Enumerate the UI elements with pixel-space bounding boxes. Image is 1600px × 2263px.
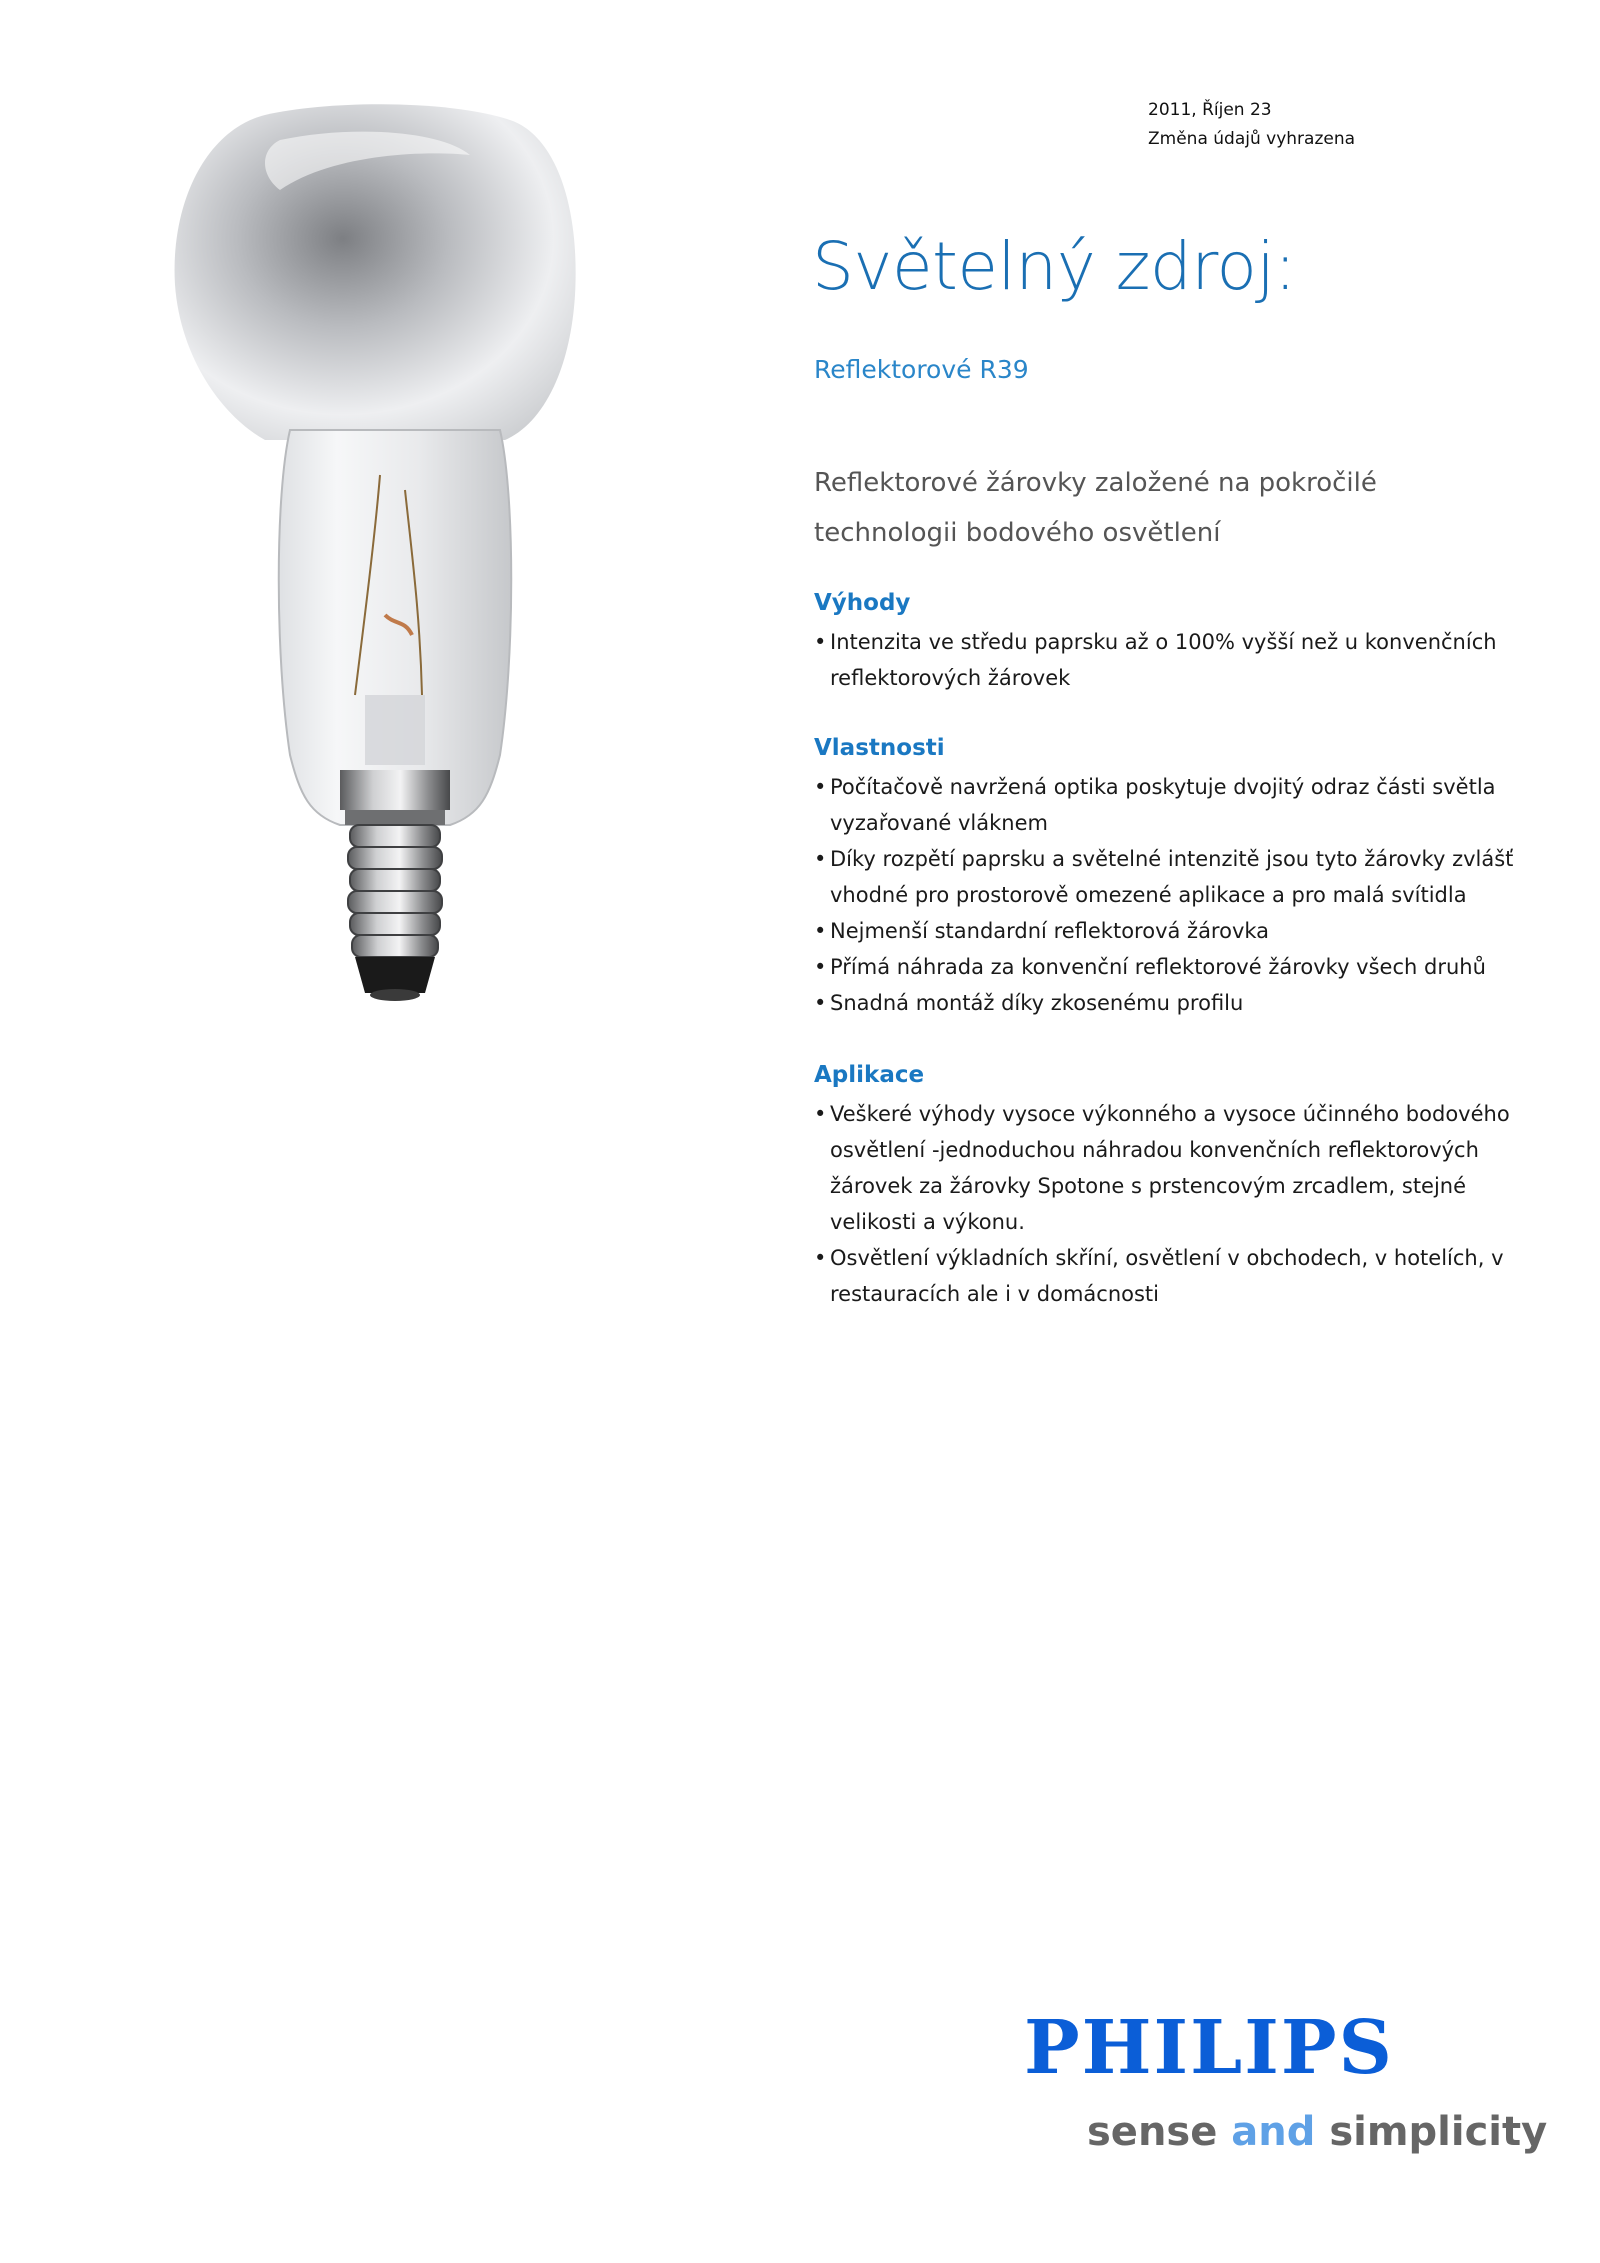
list-item: • Počítačově navržená optika poskytuje dvojitý odraz části světla vyzařované vláknem bbox=[814, 769, 1534, 841]
brand-wordmark: PHILIPS bbox=[1024, 2005, 1394, 2091]
page-title: Světelný zdroj: bbox=[812, 228, 1296, 305]
bullet-list bbox=[814, 624, 1534, 696]
section-vlastnosti bbox=[814, 731, 1534, 1021]
list-item: • Díky rozpětí paprsku a světelné intenzitě jsou tyto žárovky zvlášť vhodné pro prostorově omezené aplikace a pro malá svítidla bbox=[814, 841, 1534, 913]
tagline-accent: and bbox=[1231, 2109, 1316, 2155]
section-vyhody bbox=[814, 586, 1534, 696]
section-heading: Vlastnosti bbox=[814, 735, 945, 761]
bullet-list bbox=[814, 1096, 1534, 1312]
product-subtitle: Reflektorové R39 bbox=[814, 355, 1029, 384]
bullet-list bbox=[814, 769, 1534, 1021]
tagline-part: simplicity bbox=[1315, 2109, 1548, 2155]
reflector-bulb-image bbox=[150, 95, 590, 1085]
tagline-part: sense bbox=[1087, 2109, 1232, 2155]
section-aplikace bbox=[814, 1058, 1534, 1312]
list-item: • Osvětlení výkladních skříní, osvětlení v obchodech, v hotelích, v restauracích ale i v domácnosti bbox=[814, 1240, 1534, 1312]
list-item: • Nejmenší standardní reflektorová žárovka bbox=[814, 913, 1534, 949]
product-lead: Reflektorové žárovky založené na pokročilé technologii bodového osvětlení bbox=[814, 468, 1377, 548]
brand-tagline bbox=[1087, 2108, 1547, 2156]
list-item: • Intenzita ve středu paprsku až o 100% vyšší než u konvenčních reflektorových žárovek bbox=[814, 624, 1534, 696]
section-heading: Aplikace bbox=[814, 1062, 925, 1088]
list-item: • Veškeré výhody vysoce výkonného a vysoce účinného bodového osvětlení -jednoduchou náhradou konvenčních reflektorových žárovek za žárovky Spotone s prstencovým zrcadlem, stejné velikosti a výkonu. bbox=[814, 1096, 1534, 1240]
list-item: • Přímá náhrada za konvenční reflektorové žárovky všech druhů bbox=[814, 949, 1534, 985]
document-notice: Změna údajů vyhrazena bbox=[1148, 129, 1356, 149]
list-item: • Snadná montáž díky zkosenému profilu bbox=[814, 985, 1534, 1021]
document-meta bbox=[1148, 96, 1355, 154]
section-heading: Výhody bbox=[814, 590, 911, 616]
document-date: 2011, Říjen 23 bbox=[1148, 100, 1272, 120]
